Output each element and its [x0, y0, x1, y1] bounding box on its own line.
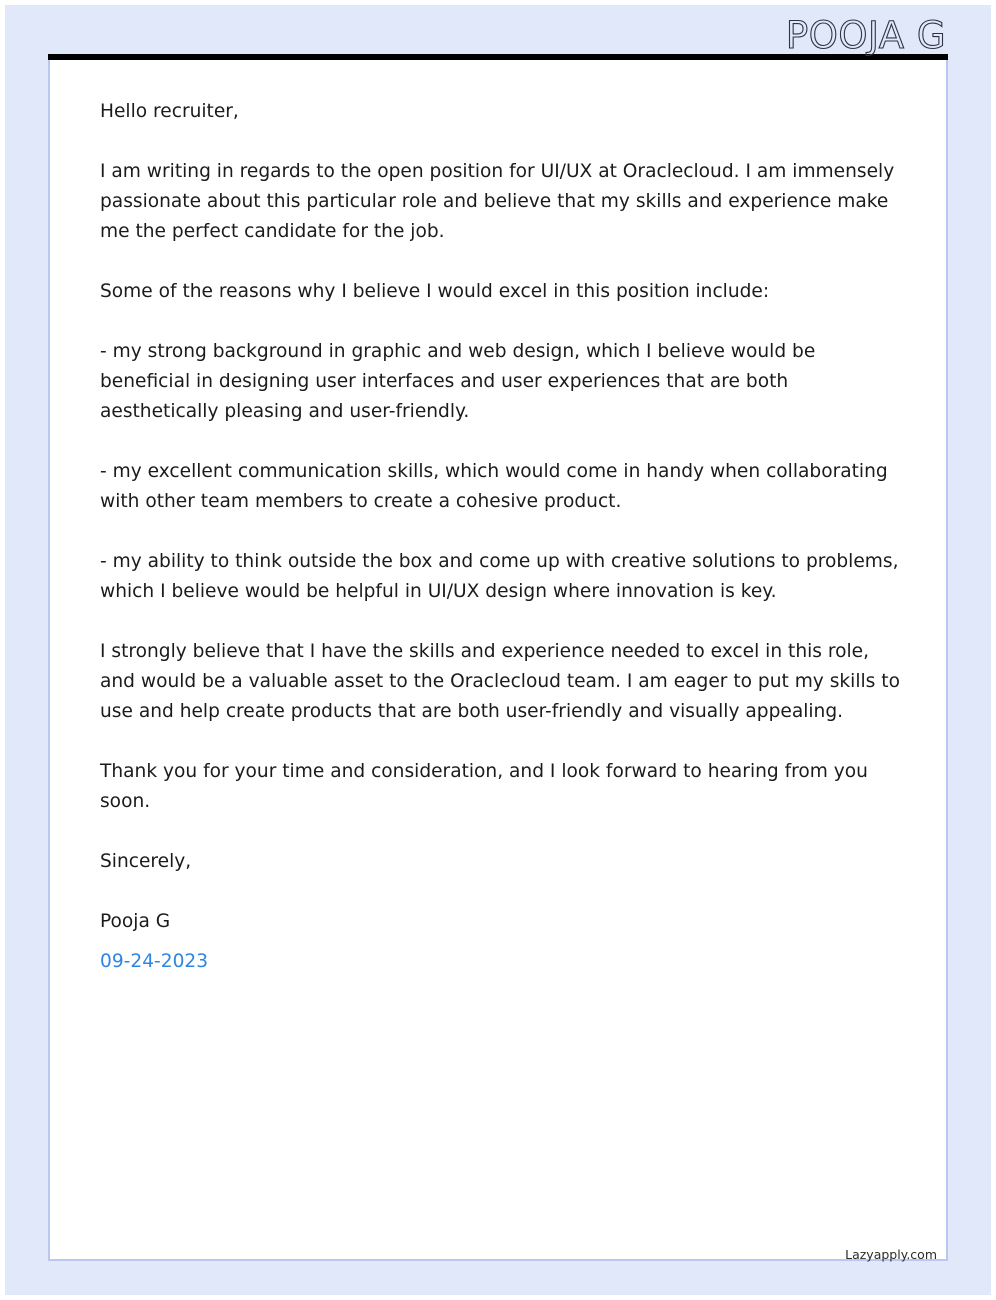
- letter-paragraph: Some of the reasons why I believe I would excel in this position include:: [100, 281, 770, 302]
- letter-closing: Sincerely,: [100, 851, 192, 872]
- letter-bullet: - my excellent communication skills, which would come in handy when collaborating with other team members to create a cohesive product.: [100, 461, 888, 512]
- letter-bullet: - my ability to think outside the box and come up with creative solutions to problems, which I believe would be helpful in UI/UX design where innovation is key.: [100, 551, 899, 602]
- author-name: POOJA G: [785, 14, 946, 57]
- letter-paragraph: I strongly believe that I have the skills and experience needed to excel in this role, and would be a valuable asset to the Oraclecloud team. I am eager to put my skills to use and help create products that are both user-friendly and visually appealing.: [100, 641, 900, 722]
- letter-bullet: - my strong background in graphic and web design, which I believe would be beneficial in designing user interfaces and user experiences that are both aesthetically pleasing and user-friendly.: [100, 341, 816, 422]
- footer-brand: Lazyapply.com: [845, 1247, 937, 1262]
- letter-paragraph: Thank you for your time and consideration, and I look forward to hearing from you soon.: [100, 761, 868, 812]
- letter-signature: Pooja G: [100, 911, 171, 932]
- letter-paragraph: I am writing in regards to the open position for UI/UX at Oraclecloud. I am immensely passionate about this particular role and believe that my skills and experience make me the perfect candidate for the job.: [100, 161, 895, 242]
- letter-body: [100, 97, 900, 1007]
- letter-greeting: Hello recruiter,: [100, 101, 239, 122]
- letter-date: 09-24-2023: [100, 951, 209, 972]
